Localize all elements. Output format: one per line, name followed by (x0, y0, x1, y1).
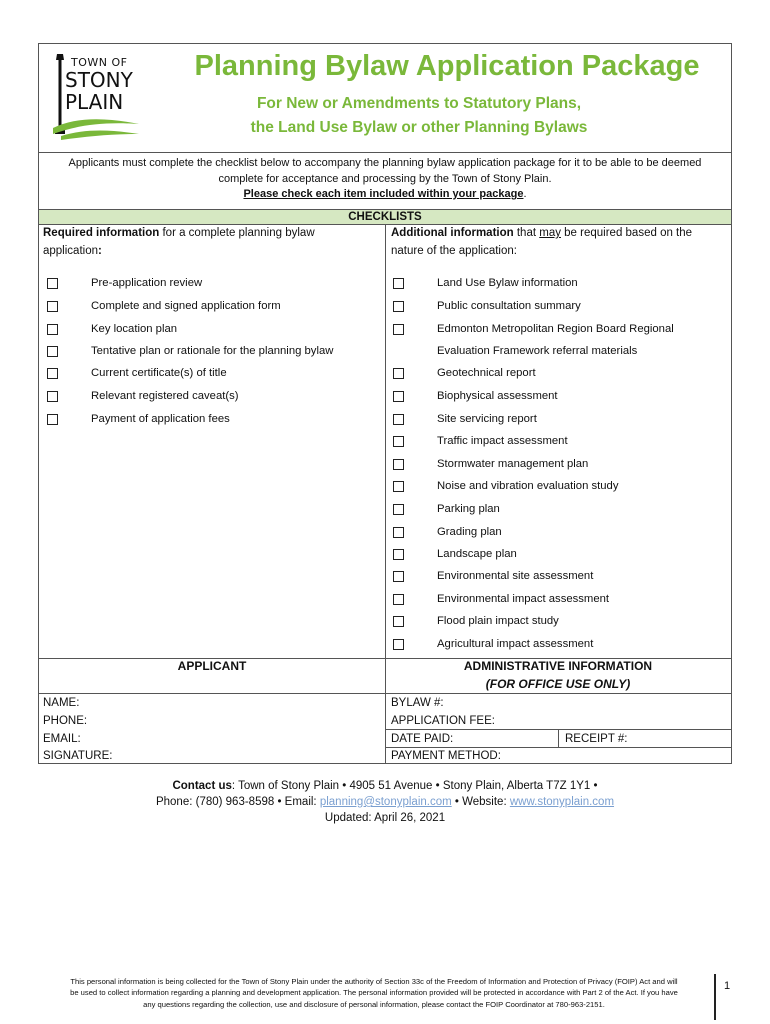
required-item[interactable] (47, 411, 230, 427)
required-item[interactable] (47, 365, 227, 381)
intro-line-2: complete for acceptance and processing by the Town of Stony Plain. (218, 172, 552, 185)
required-item[interactable] (47, 298, 281, 314)
bylaw-number-field[interactable]: BYLAW #: (391, 697, 444, 709)
application-fee-field[interactable]: APPLICATION FEE: (391, 715, 495, 727)
applicant-title: APPLICANT (177, 659, 247, 673)
required-item[interactable] (47, 388, 239, 404)
additional-item-label: Landscape plan (437, 548, 517, 560)
additional-item-label: Grading plan (437, 526, 502, 538)
additional-item-label: Noise and vibration evaluation study (437, 480, 619, 492)
additional-item-continuation-label: Evaluation Framework referral materials (437, 345, 638, 357)
checkbox[interactable] (393, 527, 404, 538)
additional-item[interactable] (393, 546, 517, 562)
contact-phone: Phone: (780) 963-8598 • Email: (155, 796, 320, 808)
checkbox[interactable] (393, 459, 404, 470)
town-logo (47, 52, 147, 140)
logo-town-text: TOWN OF (71, 56, 128, 69)
checkbox[interactable] (393, 391, 404, 402)
application-form (38, 43, 732, 764)
additional-item[interactable] (393, 501, 500, 517)
admin-title: ADMINISTRATIVE INFORMATION (463, 659, 653, 673)
page-number: 1 (724, 980, 731, 992)
privacy-line-3: any questions regarding the collection, use and disclosure of personal information, please contact the FOIP Coordinator at 780-963-2151. (143, 999, 605, 1009)
intro-line-3 (39, 187, 731, 203)
required-item-label: Payment of application fees (91, 413, 230, 425)
bottom-column-divider (385, 658, 386, 764)
additional-heading-bold: Additional information (391, 227, 514, 239)
additional-item[interactable] (393, 613, 559, 629)
additional-item-label: Biophysical assessment (437, 390, 558, 402)
required-item-label: Complete and signed application form (91, 300, 281, 312)
signature-field[interactable]: SIGNATURE: (43, 750, 113, 762)
date-paid-field[interactable]: DATE PAID: (391, 733, 454, 745)
additional-item-label: Edmonton Metropolitan Region Board Regional (437, 323, 674, 335)
contact-website-prefix: • Website: (451, 796, 510, 808)
intro-text (39, 152, 731, 203)
phone-field[interactable]: PHONE: (43, 715, 88, 727)
required-heading-colon: : (97, 245, 102, 257)
receipt-number-field[interactable]: RECEIPT #: (565, 733, 628, 745)
additional-item[interactable] (393, 636, 594, 652)
checkbox[interactable] (47, 324, 58, 335)
additional-item[interactable] (393, 411, 537, 427)
email-field[interactable]: EMAIL: (43, 733, 81, 745)
payment-method-field[interactable]: PAYMENT METHOD: (391, 750, 501, 762)
intro-line-1: Applicants must complete the checklist below to accompany the planning bylaw application package for it to be able to be deemed (68, 157, 702, 169)
intro-period: . (523, 188, 527, 200)
additional-item[interactable] (393, 433, 568, 449)
required-item-label: Relevant registered caveat(s) (91, 390, 239, 402)
checkbox[interactable] (47, 278, 58, 289)
additional-item-label: Stormwater management plan (437, 458, 589, 470)
additional-heading-rest: be required based on the (560, 227, 693, 239)
additional-heading-mid: that (513, 227, 540, 239)
checkbox[interactable] (393, 616, 404, 627)
checkbox[interactable] (393, 639, 404, 650)
contact-label: Contact us (172, 780, 232, 792)
fields-divider (39, 693, 731, 694)
required-item-label: Key location plan (91, 323, 178, 335)
additional-info-heading (391, 224, 727, 260)
additional-item[interactable] (393, 365, 536, 381)
name-field[interactable]: NAME: (43, 697, 80, 709)
admin-subtitle: (FOR OFFICE USE ONLY) (485, 677, 631, 691)
checkbox[interactable] (393, 301, 404, 312)
additional-item[interactable] (393, 456, 589, 472)
required-item-label: Pre-application review (91, 277, 203, 289)
additional-item[interactable] (393, 388, 558, 404)
intro-instruction: Please check each item included within your package (243, 188, 524, 200)
additional-item[interactable] (393, 321, 674, 337)
checkbox[interactable] (393, 436, 404, 447)
additional-item[interactable] (393, 591, 610, 607)
admin-row-line (385, 747, 731, 748)
page-title: Planning Bylaw Application Package (194, 50, 700, 82)
contact-email-link[interactable]: planning@stonyplain.com (319, 796, 452, 808)
checkbox[interactable] (47, 391, 58, 402)
updated-date: Updated: April 26, 2021 (324, 812, 446, 824)
additional-item[interactable] (393, 524, 502, 540)
additional-item[interactable] (393, 275, 578, 291)
checkbox[interactable] (393, 549, 404, 560)
contact-website-link[interactable]: www.stonyplain.com (509, 796, 615, 808)
checkbox[interactable] (393, 571, 404, 582)
required-info-heading (43, 224, 373, 260)
column-divider (385, 224, 386, 658)
additional-item-label: Agricultural impact assessment (437, 638, 594, 650)
additional-item-label: Environmental site assessment (437, 570, 594, 582)
additional-item[interactable] (393, 568, 594, 584)
contact-address: : Town of Stony Plain • 4905 51 Avenue • Stony Plain, Alberta T7Z 1Y1 • (231, 780, 598, 792)
required-heading-line2: application (43, 245, 98, 257)
page-subtitle (209, 92, 629, 140)
privacy-line-1: This personal information is being collected for the Town of Stony Plain under the authority of Section 33c of the Freedom of Information and Protection of Privacy (FOIP) Act and will (70, 977, 678, 986)
checkbox[interactable] (393, 594, 404, 605)
additional-item[interactable] (393, 298, 581, 314)
page-number-bar (714, 974, 716, 1020)
checkbox[interactable] (393, 324, 404, 335)
checkbox[interactable] (393, 278, 404, 289)
checkbox[interactable] (393, 368, 404, 379)
additional-item-label: Geotechnical report (437, 367, 536, 379)
required-item-label: Tentative plan or rationale for the planning bylaw (91, 345, 334, 357)
additional-heading-line2: nature of the application: (391, 245, 517, 257)
additional-item[interactable] (393, 478, 619, 494)
logo-stony-text: STONY (65, 68, 133, 92)
contact-info (100, 778, 670, 826)
required-item-label: Current certificate(s) of title (91, 367, 227, 379)
checkbox[interactable] (393, 481, 404, 492)
additional-item-label: Public consultation summary (437, 300, 581, 312)
required-item[interactable] (47, 275, 203, 291)
additional-item-label: Traffic impact assessment (437, 435, 568, 447)
additional-item-label: Site servicing report (437, 413, 537, 425)
checkbox[interactable] (393, 504, 404, 515)
receipt-divider (558, 729, 559, 747)
additional-item-label: Land Use Bylaw information (437, 277, 578, 289)
additional-heading-may: may (539, 227, 561, 239)
privacy-notice (38, 976, 710, 1010)
additional-item-label: Flood plain impact study (437, 615, 559, 627)
required-item[interactable] (47, 343, 334, 359)
privacy-line-2: be used to collect information regarding a planning and development application. The personal information provided will be protected in accordance with Part 2 of the Act. If you have (70, 988, 678, 998)
subtitle-line-1: For New or Amendments to Statutory Plans, (256, 95, 582, 112)
required-heading-bold: Required information (43, 227, 160, 239)
checkbox[interactable] (47, 368, 58, 379)
checkbox[interactable] (393, 414, 404, 425)
additional-item-label: Parking plan (437, 503, 500, 515)
additional-item-label: Environmental impact assessment (437, 593, 610, 605)
checkbox[interactable] (47, 346, 58, 357)
required-heading-rest: for a complete planning bylaw (159, 227, 315, 239)
required-item[interactable] (47, 321, 178, 337)
subtitle-line-2: the Land Use Bylaw or other Planning Bylaws (250, 119, 588, 136)
checkbox[interactable] (47, 301, 58, 312)
checkbox[interactable] (47, 414, 58, 425)
logo-plain-text: PLAIN (65, 90, 124, 114)
checklists-header: CHECKLISTS (39, 209, 731, 225)
